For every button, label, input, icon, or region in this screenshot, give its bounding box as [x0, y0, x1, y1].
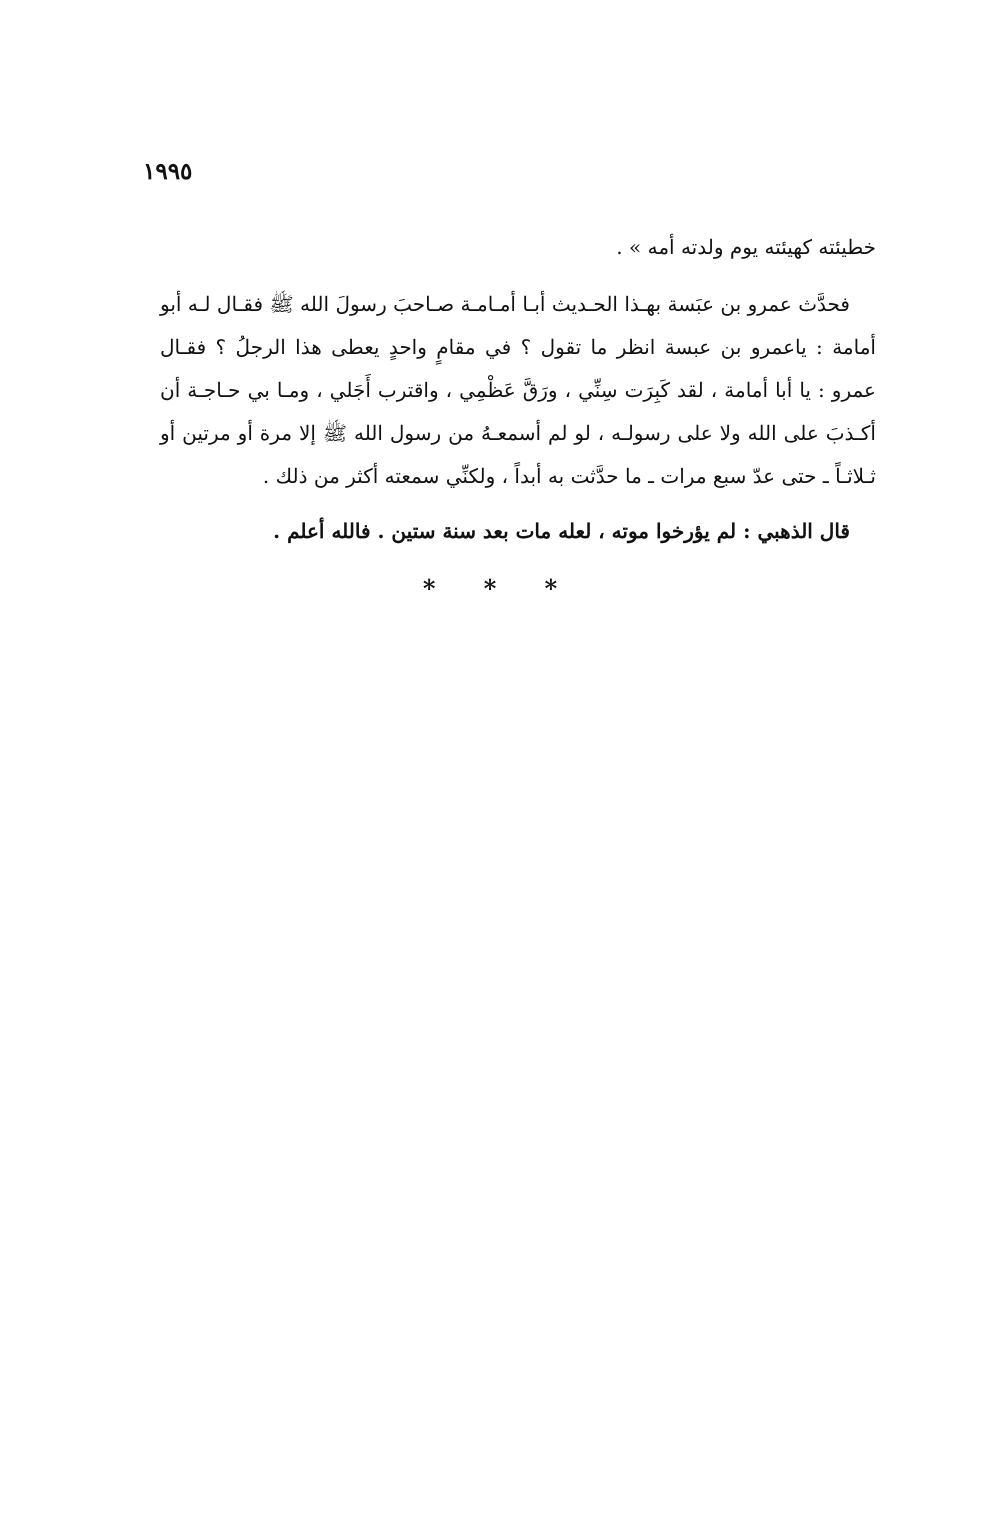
hadith-paragraph: فحدَّث عمرو بن عبَسة بهـذا الحـديث أبـا أمـامـة صـاحبَ رسولَ الله ﷺ فقـال لـه أبو أمامة : ياعمرو بن عبسة انظر ما تقول ؟ في مقامٍ واحدٍ يعطى هذا الرجلُ ؟ فقـال عمرو : يا أبا أمامة ، لقد كَبِرَت سِنِّي ، ورَقَّ عَظْمِي ، واقترب أَجَلي ، ومـا بي حـاجـة أن أكـذبَ على الله ولا على رسولـه ، لو لم أسمعـهُ من رسول الله ﷺ إلا مرة أو مرتين أو ثـلاثـاً ـ حتى عدّ سبع مرات ـ ما حدَّثت به أبداً ، ولكنِّي سمعته أكثر من ذلك . [160, 292, 876, 488]
section-separator: * * * [422, 574, 578, 603]
opening-line: خطيئته كهيئته يوم ولدته أمه » . [616, 235, 876, 259]
text-body [160, 226, 876, 565]
dhahabi-note: قال الذهبي : لم يؤرخوا موته ، لعله مات بعد سنة ستين . فالله أعلم . [273, 519, 850, 543]
page-number: ١٩٩٥ [143, 158, 193, 185]
